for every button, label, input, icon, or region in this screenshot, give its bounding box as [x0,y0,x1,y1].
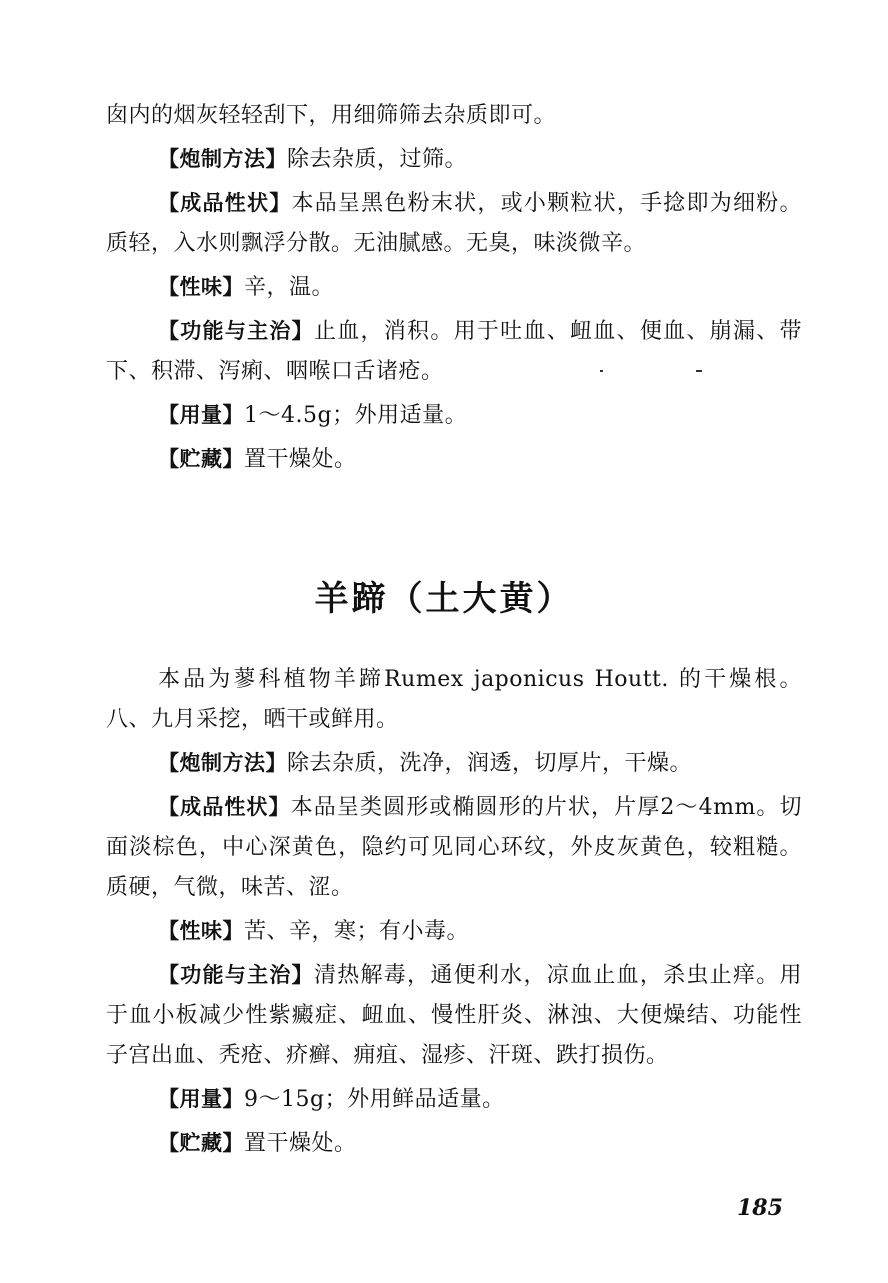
storage-paragraph [106,439,802,480]
appearance-label: 【成品性状】 [158,795,291,819]
appearance-paragraph [106,787,802,908]
page-number: 185 [737,1195,783,1221]
nature-flavor-text: 辛，温。 [244,275,335,300]
appearance-paragraph [106,183,802,264]
nature-flavor-paragraph [106,267,802,308]
print-speck [696,370,702,372]
nature-flavor-label: 【性味】 [158,919,244,943]
dosage-text: 1～4.5g；外用适量。 [244,403,468,428]
source-paragraph: 本品为蓼科植物羊蹄Rumex japonicus Houtt. 的干燥根。八、九月采挖，晒干或鲜用。 [106,667,802,732]
function-paragraph [106,311,802,392]
nature-flavor-text: 苦、辛，寒；有小毒。 [244,919,470,944]
dosage-label: 【用量】 [158,1087,244,1111]
processing-method-label: 【炮制方法】 [158,751,287,775]
function-label: 【功能与主治】 [158,963,314,987]
processing-method-label: 【炮制方法】 [158,147,287,171]
appearance-text: 本品呈黑色粉末状，或小颗粒状，手捻即为细粉。质轻，入水则飘浮分散。无油腻感。无臭，味淡微辛。 [106,191,802,256]
processing-method-paragraph [106,743,802,784]
storage-text: 置干燥处。 [244,1131,357,1156]
print-speck [600,370,603,372]
storage-label: 【贮藏】 [158,447,244,471]
appearance-text: 本品呈类圆形或椭圆形的片状，片厚2～4mm。切面淡棕色，中心深黄色，隐约可见同心环纹，外皮灰黄色，较粗糙。质硬，气微，味苦、涩。 [106,795,803,900]
function-label: 【功能与主治】 [158,319,314,343]
storage-text: 置干燥处。 [244,447,357,472]
appearance-label: 【成品性状】 [158,191,292,215]
dosage-paragraph [106,1079,802,1120]
processing-method-text: 除去杂质，过筛。 [287,147,468,172]
function-text: 止血，消积。用于吐血、衄血、便血、崩漏、带下、积滞、泻痢、咽喉口舌诸疮。 [106,319,802,384]
processing-method-paragraph [106,139,802,180]
dosage-label: 【用量】 [158,403,244,427]
storage-paragraph [106,1123,802,1164]
function-paragraph [106,955,802,1076]
entry-body [106,660,802,1167]
function-text: 清热解毒，通便利水，凉血止血，杀虫止痒。用于血小板减少性紫癜症、衄血、慢性肝炎、淋浊、大便燥结、功能性子宫出血、秃疮、疥癣、痈疽、湿疹、汗斑、跌打损伤。 [106,963,802,1068]
entry-title: 羊蹄（土大黄） [314,578,574,619]
storage-label: 【贮藏】 [158,1131,244,1155]
nature-flavor-label: 【性味】 [158,275,244,299]
nature-flavor-paragraph [106,911,802,952]
previous-entry-tail [106,96,802,483]
processing-method-text: 除去杂质，洗净，润透，切厚片，干燥。 [287,751,693,776]
continuation-text: 囱内的烟灰轻轻刮下，用细筛筛去杂质即可。 [106,103,557,128]
dosage-paragraph [106,395,802,436]
dosage-text: 9～15g；外用鲜品适量。 [244,1087,505,1112]
